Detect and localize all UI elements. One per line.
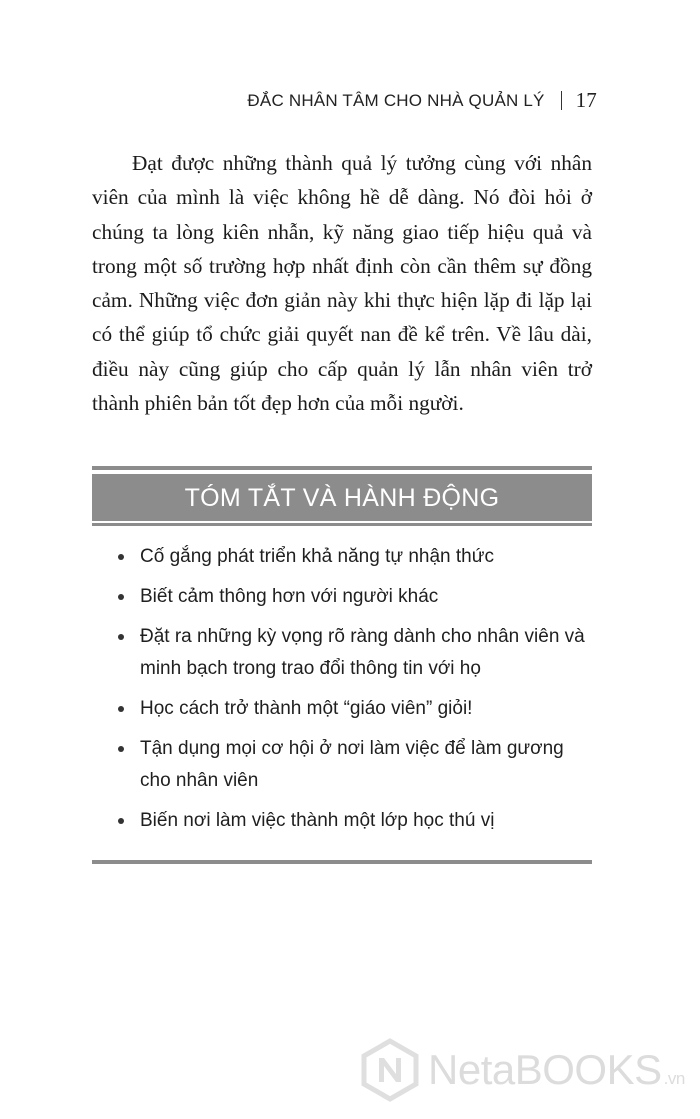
bullet-icon [118,594,124,600]
list-item [92,621,592,685]
list-item-text: Đặt ra những kỳ vọng rõ ràng dành cho nhân viên và minh bạch trong trao đổi thông tin với họ [140,626,585,679]
list-item [92,541,592,573]
header-separator [561,91,562,110]
watermark [360,1038,685,1102]
action-list [92,541,592,845]
bullet-icon [118,554,124,560]
summary-top-rule [92,466,592,470]
list-item-text: Cố gắng phát triển khả năng tự nhận thức [140,546,494,567]
bullet-icon [118,746,124,752]
netabooks-logo-icon [360,1038,420,1102]
bullet-icon [118,634,124,640]
running-header [247,88,597,113]
list-item [92,693,592,725]
summary-title-rule [92,523,592,526]
bullet-icon [118,706,124,712]
list-item [92,733,592,797]
summary-section [92,466,592,831]
list-item-text: Biết cảm thông hơn với người khác [140,586,439,607]
list-item [92,805,592,837]
list-item [92,581,592,613]
watermark-brand: NetaBOOKS .vn [428,1046,685,1093]
list-item-text: Biến nơi làm việc thành một lớp học thú vị [140,810,495,831]
summary-title: TÓM TẮT VÀ HÀNH ĐỘNG [92,474,592,521]
book-title: ĐẮC NHÂN TÂM CHO NHÀ QUẢN LÝ [247,90,545,110]
list-item-text: Học cách trở thành một “giáo viên” giỏi! [140,698,473,719]
page-number: 17 [575,88,597,112]
summary-bottom-rule [92,860,592,864]
body-paragraph: Đạt được những thành quả lý tưởng cùng với nhân viên của mình là việc không hề dễ dàng. Nó đòi hỏi ở chúng ta lòng kiên nhẫn, kỹ năng giao tiếp hiệu quả và trong một số trường hợp nhất định còn cần thêm sự đồng cảm. Những việc đơn giản này khi thực hiện lặp đi lặp lại có thể giúp tổ chức giải quyết nan đề kể trên. Về lâu dài, điều này cũng giúp cho cấp quản lý lẫn nhân viên trở thành phiên bản tốt đẹp hơn của mỗi người. [92,151,592,416]
watermark-tld: .vn [663,1069,685,1088]
bullet-icon [118,818,124,824]
list-item-text: Tận dụng mọi cơ hội ở nơi làm việc để làm gương cho nhân viên [140,738,564,791]
